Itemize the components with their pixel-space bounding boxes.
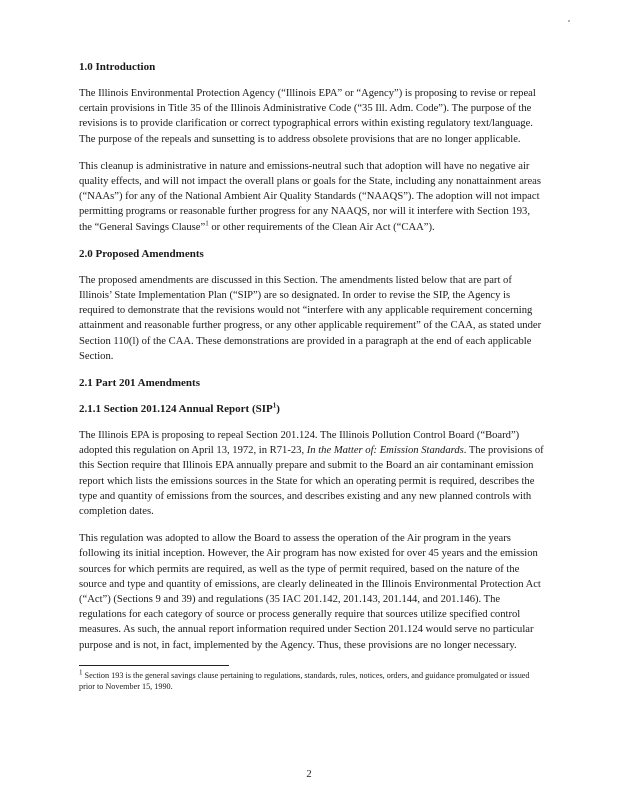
page-number: 2 — [306, 769, 312, 780]
section-201-124-heading-close: ) — [276, 403, 280, 416]
footnote-marker: 1 — [79, 668, 83, 677]
section-201-124-paragraph-2: This regulation was adopted to allow the Board to assess the operation of the Air program in the years following its initial inception. However, the Air program has now existed for over 45 years and the emission sources for which permits are required, as well as the type of permit required, based on the nature of the source and type and quantity of emissions, are clearly delineated in the Illinois Environmental Protection Act (“Act”) (Sections 9 and 39) and regulations (35 IAC 201.142, 201.143, 201.144, and 201.146). The regulations for each category of source or process generally require that sources utilize specified control measures. As such, the annual report information required under Section 201.124 would serve no particular purpose and is not, in fact, implemented by the Agency. Thus, these provisions are no longer necessary. — [79, 533, 541, 651]
intro-heading: 1.0 Introduction — [79, 61, 156, 73]
footnote-ref-1: 1 — [205, 219, 209, 228]
section-201-124-p1-text: The Illinois EPA is proposing to repeal Section 201.124. The Illinois Pollution Control Board (“Board”) adopted this regulation on April 13, 1972, in R71-23, — [79, 430, 520, 457]
proposed-amendments-heading: 2.0 Proposed Amendments — [79, 247, 204, 260]
footnote-divider — [79, 665, 229, 666]
part-201-heading: 2.1 Part 201 Amendments — [79, 377, 200, 390]
scan-speck — [568, 20, 570, 22]
footnote-text: Section 193 is the general savings clause pertaining to regulations, standards, rules, notices, orders, and guidance promulgated or issued prior to November 15, 1990. — [79, 670, 530, 691]
section-201-124-heading-sup: 1 — [272, 401, 277, 410]
section-201-124-paragraph-1 — [79, 428, 544, 519]
intro-paragraph-2-text-end: or other requirements of the Clean Air Act (“CAA”). — [208, 221, 435, 233]
intro-paragraph-1: The Illinois Environmental Protection Agency (“Illinois EPA” or “Agency”) is proposing to revise or repeal certain provisions in Title 35 of the Illinois Administrative Code (“35 Ill. Adm. Code”). The purpose of the revisions is to provide clarification or correct typographical errors within existing regulatory text/language. The purpose of the repeals and sunsetting is to address obsolete provisions that are no longer applicable. — [79, 88, 536, 145]
footnote — [79, 670, 544, 692]
section-201-124-heading-text: 2.1.1 Section 201.124 Annual Report (SIP — [79, 403, 273, 416]
intro-paragraph-2 — [79, 159, 544, 235]
proposed-amendments-paragraph: The proposed amendments are discussed in this Section. The amendments listed below that are part of Illinois’ State Implementation Plan (“SIP”) are so designated. In order to revise the SIP, the Agency is required to demonstrate that the revisions would not “interfere with any applicable requirement concerning attainment and reasonable further progress, or any other applicable requirement” of the CAA, as stated under Section 110(l) of the CAA. These demonstrations are provided in a paragraph at the end of each applicable Section. — [79, 274, 542, 362]
intro-paragraph-2-text: This cleanup is administrative in nature and emissions-neutral such that adoption will have no negative air quality effects, and will not impact the overall plans or goals for the State, including any nonattainment areas (“NAAs”) for any of the National Ambient Air Quality Standards (“NAAQS”). The adoption will not impact permitting programs or reasonable further progress for any NAAQS, nor will it interfere with Section 193, the “General Savings Clause” — [79, 160, 541, 233]
document-body — [79, 60, 544, 692]
section-201-124-heading — [79, 402, 544, 416]
case-citation: In the Matter of: Emission Standards — [306, 445, 464, 457]
section-201-124-p1-text-end: . The provisions of this Section require that Illinois EPA annually prepare and submit to the Board an air contaminant emission report which lists the emissions sources in the State for which an operating permit is required, describes the type and quantity of emissions from the sources, and describes existing and any new planned controls with completion dates. — [79, 445, 544, 518]
